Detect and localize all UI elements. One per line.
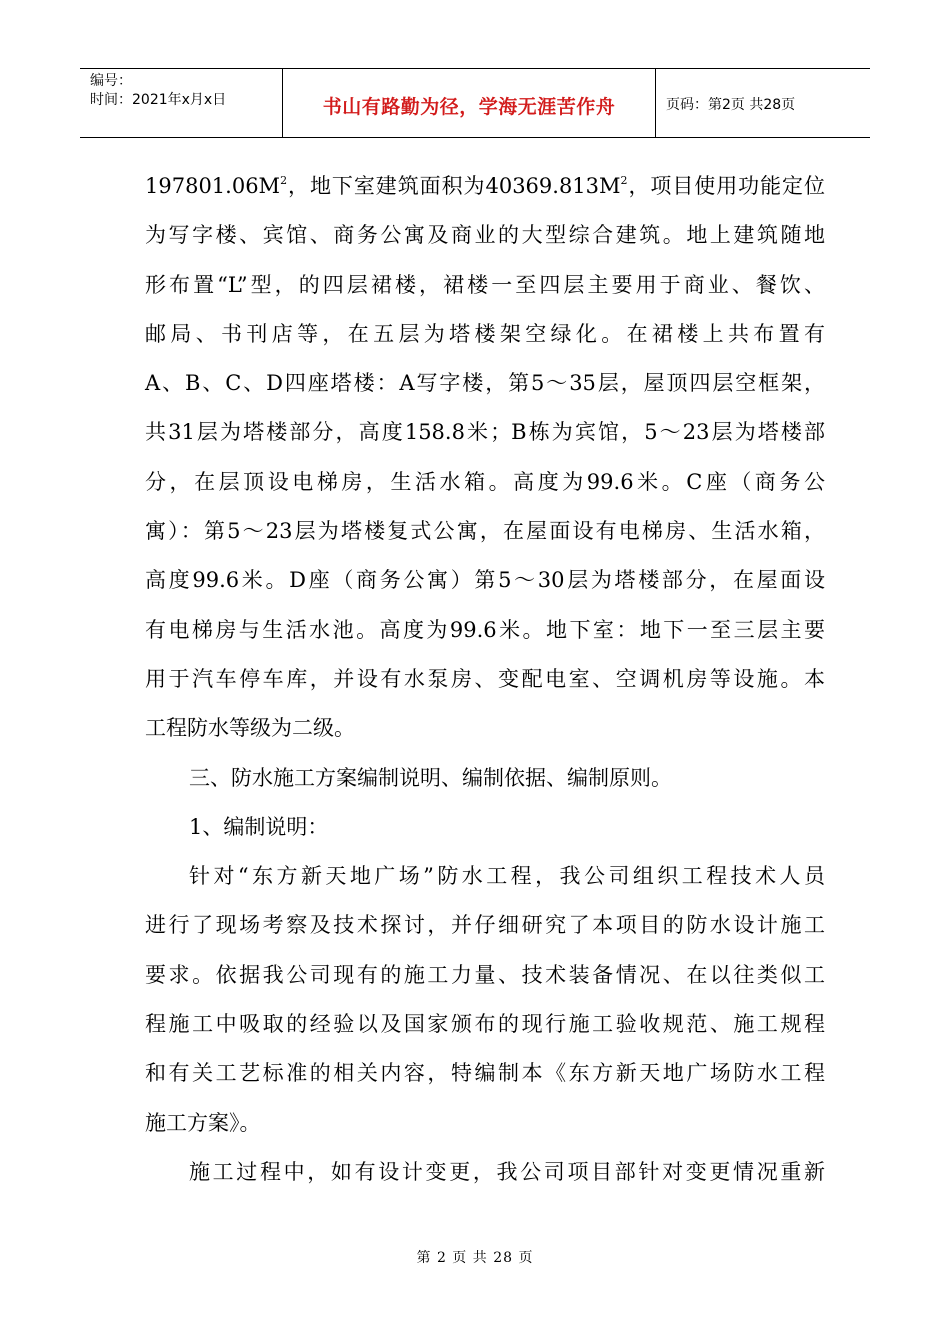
body-line: 工程防水等级为二级。 bbox=[145, 716, 355, 741]
body-line: 邮局、书刊店等，在五层为塔楼架空绿化。在裙楼上共布置有 bbox=[145, 321, 825, 346]
body-line: 和有关工艺标准的相关内容，特编制本《东方新天地广场防水工程 bbox=[145, 1061, 825, 1086]
header-motto-cell bbox=[283, 69, 656, 137]
body-line: 高度99.6米。D座（商务公寓）第5～30层为塔楼部分，在屋面设 bbox=[145, 568, 825, 593]
body-line: 有电梯房与生活水池。高度为99.6米。地下室：地下一至三层主要 bbox=[145, 617, 825, 642]
body-line: 共31层为塔楼部分，高度158.8米；B栋为宾馆，5～23层为塔楼部 bbox=[145, 420, 825, 445]
time-label: 时间：2021年x月x日 bbox=[90, 92, 227, 108]
body-line: 形布置“L”型，的四层裙楼，裙楼一至四层主要用于商业、餐饮、 bbox=[145, 272, 825, 297]
document-header bbox=[80, 68, 870, 138]
page-footer: 第 2 页 共 28 页 bbox=[416, 1250, 534, 1266]
document-body bbox=[145, 162, 825, 1197]
body-line: A、B、C、D四座塔楼：A写字楼，第5～35层，屋顶四层空框架， bbox=[145, 371, 825, 396]
section-heading: 三、防水施工方案编制说明、编制依据、编制原则。 bbox=[189, 765, 672, 790]
code-label: 编号： bbox=[90, 73, 132, 89]
subsection-heading: 1、编制说明： bbox=[189, 814, 329, 839]
body-line: 针对“东方新天地广场”防水工程，我公司组织工程技术人员 bbox=[189, 864, 825, 889]
body-line: 分，在层顶设电梯房，生活水箱。高度为99.6米。C座（商务公 bbox=[145, 469, 825, 494]
header-page-cell bbox=[656, 69, 870, 137]
body-line: 为写字楼、宾馆、商务公寓及商业的大型综合建筑。地上建筑随地 bbox=[145, 223, 825, 248]
superscript: 2 bbox=[620, 174, 628, 187]
body-line: 进行了现场考察及技术探讨，并仔细研究了本项目的防水设计施工 bbox=[145, 913, 825, 938]
text-span: ，项目使用功能定位 bbox=[627, 174, 825, 198]
page-info: 页码：第2页 共28页 bbox=[666, 97, 796, 113]
body-line: 施工方案》。 bbox=[145, 1110, 261, 1135]
text-span: ，地下室建筑面积为40369.813M bbox=[287, 174, 621, 198]
body-line: 程施工中吸取的经验以及国家颁布的现行施工验收规范、施工规程 bbox=[145, 1012, 825, 1037]
body-line: 寓）：第5～23层为塔楼复式公寓，在屋面设有电梯房、生活水箱， bbox=[145, 519, 825, 544]
body-line: 施工过程中，如有设计变更，我公司项目部针对变更情况重新 bbox=[189, 1159, 825, 1184]
superscript: 2 bbox=[280, 174, 288, 187]
body-line bbox=[145, 162, 825, 211]
motto-text: 书山有路勤为径，学海无涯苦作舟 bbox=[322, 96, 616, 118]
text-span: 197801.06M bbox=[145, 174, 281, 198]
header-meta-cell bbox=[80, 69, 283, 137]
body-line: 用于汽车停车库，并设有水泵房、变配电室、空调机房等设施。本 bbox=[145, 666, 825, 691]
body-line: 要求。依据我公司现有的施工力量、技术装备情况、在以往类似工 bbox=[145, 962, 825, 987]
